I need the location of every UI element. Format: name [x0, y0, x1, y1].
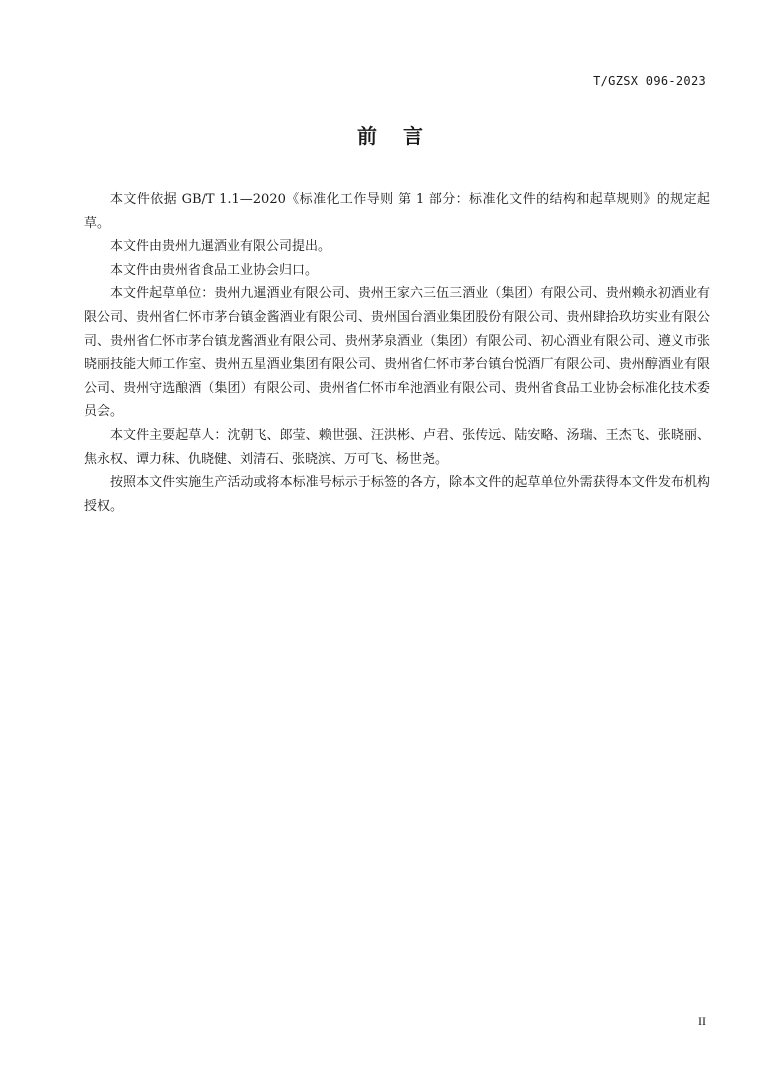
page-number: II	[698, 1014, 706, 1028]
paragraph-proposer: 本文件由贵州九暹酒业有限公司提出。	[110, 239, 332, 255]
paragraph-centralized-unit: 本文件由贵州省食品工业协会归口。	[110, 262, 319, 278]
paragraph-main-drafters: 本文件主要起草人：沈朝飞、郎莹、赖世强、汪洪彬、卢君、张传远、陆安略、汤瑞、王杰飞、张晓丽、焦永权、谭力秣、仇晓健、刘清石、张晓滨、万可飞、杨世尧。	[84, 427, 710, 467]
document-code: T/GZSX 096-2023	[593, 74, 706, 88]
foreword-body	[84, 188, 710, 518]
page-title: 前言	[357, 124, 449, 148]
paragraph-drafting-organizations: 本文件起草单位：贵州九暹酒业有限公司、贵州王家六三伍三酒业（集团）有限公司、贵州赖永初酒业有限公司、贵州省仁怀市茅台镇金酱酒业有限公司、贵州国台酒业集团股份有限公司、贵州肆拾玖坊实业有限公司、贵州省仁怀市茅台镇龙酱酒业有限公司、贵州茅泉酒业（集团）有限公司、初心酒业有限公司、遵义市张晓丽技能大师工作室、贵州五星酒业集团有限公司、贵州省仁怀市茅台镇台悦酒厂有限公司、贵州醇酒业有限公司、贵州守选酿酒（集团）有限公司、贵州省仁怀市牟池酒业有限公司、贵州省食品工业协会标准化技术委员会。	[84, 286, 710, 420]
paragraph-drafting-basis: 本文件依据 GB/T 1.1—2020《标准化工作导则 第 1 部分：标准化文件的结构和起草规则》的规定起草。	[84, 192, 710, 231]
paragraph-authorization: 按照本文件实施生产活动或将本标准号标示于标签的各方，除本文件的起草单位外需获得本文件发布机构授权。	[84, 475, 710, 514]
